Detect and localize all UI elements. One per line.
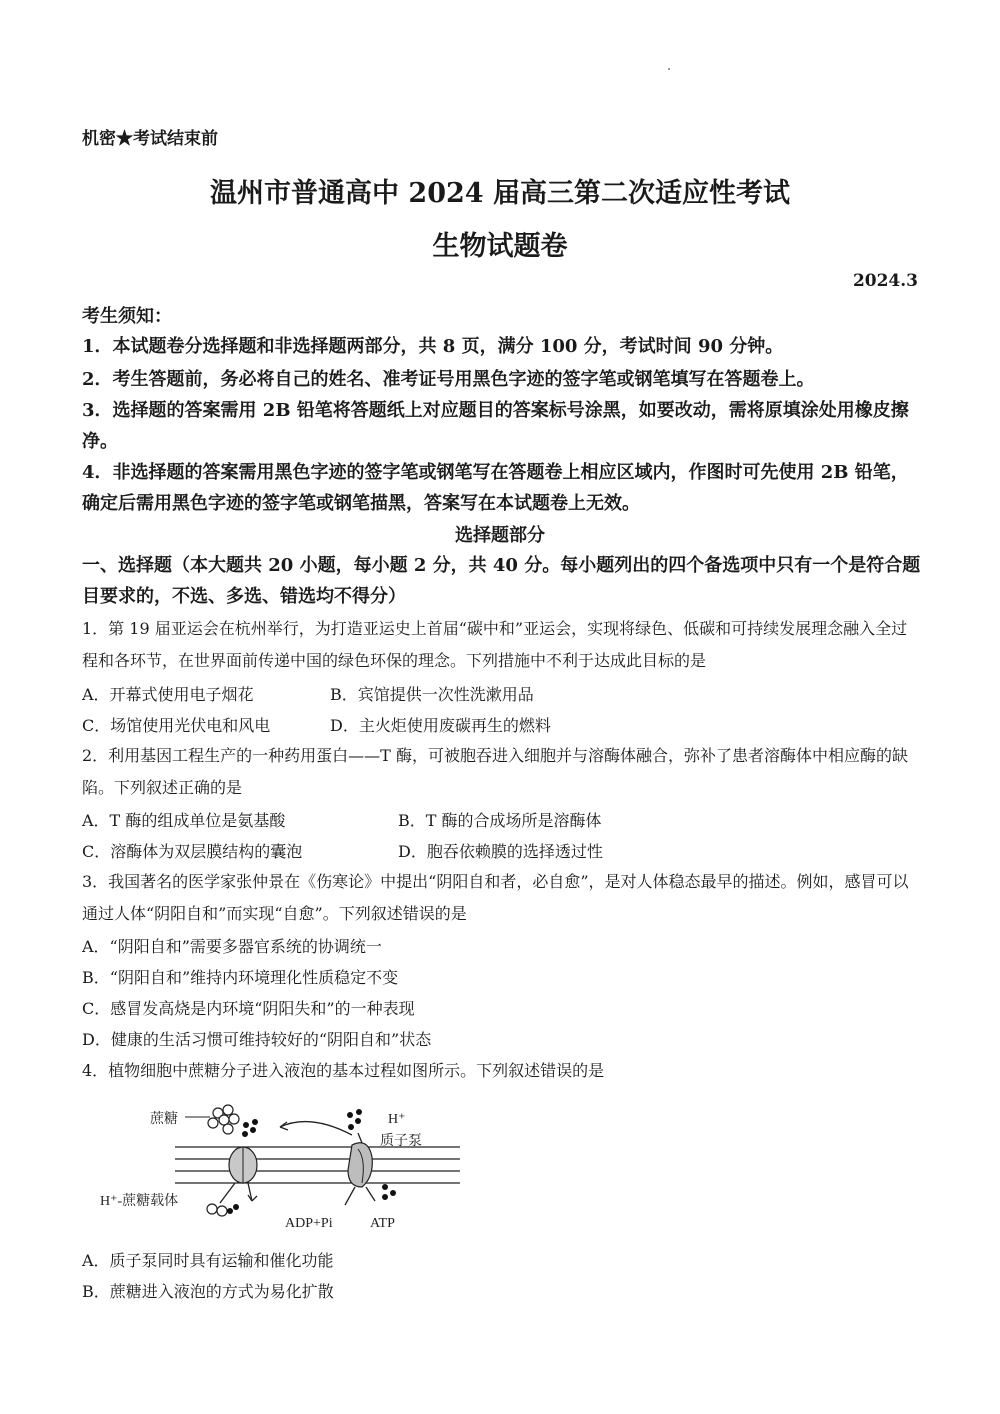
question-stem-1: 1．第 19 届亚运会在杭州举行，为打造亚运史上首届“碳中和”亚运会，实现将绿色、低碳和可持续发展理念融入全过程和各环节，在世界面前传递中国的绿色环保的理念。下列措施中不利于达成此目标的是 [82,619,908,670]
membrane [175,1147,460,1183]
exam-date: 2024.3 [852,271,918,291]
exam-subtitle: 生物试题卷 [432,231,568,262]
option-2d: D．胞吞依赖膜的选择透过性 [398,842,603,861]
label-proton: H⁺ [388,1112,406,1127]
note-item: 2．考生答题前，务必将自己的姓名、准考证号用黑色字迹的签字笔或钢笔填写在答题卷上。 [82,369,815,390]
label-carrier: H⁺-蔗糖载体 [100,1194,179,1209]
sucrose-transport-diagram [100,1095,460,1235]
scan-speck [668,68,670,70]
option-2b: B．T 酶的合成场所是溶酶体 [398,811,602,830]
option-3a: A．“阴阳自和”需要多器官系统的协调统一 [82,937,382,956]
section-title: 选择题部分 [455,525,545,546]
option-1c: C．场馆使用光伏电和风电 [82,716,271,735]
option-3d: D．健康的生活习惯可维持较好的“阴阳自和”状态 [82,1030,432,1049]
note-item: 3．选择题的答案需用 2B 铅笔将答题纸上对应题目的答案标号涂黑，如要改动，需将原填涂处用橡皮擦净。 [82,400,909,452]
option-4b: B．蔗糖进入液泡的方式为易化扩散 [82,1282,334,1301]
label-pump: 质子泵 [380,1134,422,1149]
note-item: 1．本试题卷分选择题和非选择题两部分，共 8 页，满分 100 分，考试时间 90 分钟。 [82,336,784,357]
confidential-label: 机密★考试结束前 [82,129,218,149]
carrier-protein [229,1147,257,1183]
option-3c: C．感冒发高烧是内环境“阴阳失和”的一种表现 [82,999,415,1018]
notes-heading: 考生须知： [82,306,172,327]
label-atp: ATP [370,1216,395,1231]
question-stem-4: 4．植物细胞中蔗糖分子进入液泡的基本过程如图所示。下列叙述错误的是 [82,1061,605,1080]
option-1b: B．宾馆提供一次性洗漱用品 [330,685,534,704]
proton-pump [348,1143,372,1187]
question-stem-3: 3．我国著名的医学家张仲景在《伤寒论》中提出“阴阳自和者，必自愈”，是对人体稳态最早的描述。例如，感冒可以通过人体“阴阳自和”而实现“自愈”。下列叙述错误的是 [82,872,909,923]
option-1d: D．主火炬使用废碳再生的燃料 [330,716,551,735]
part-heading: 一、选择题（本大题共 20 小题，每小题 2 分，共 40 分。每小题列出的四个备选项中只有一个是符合题目要求的，不选、多选、错选均不得分） [82,555,921,607]
option-2c: C．溶酶体为双层膜结构的囊泡 [82,842,303,861]
exam-title: 温州市普通高中 2024 届高三第二次适应性考试 [210,178,790,209]
label-sucrose: 蔗糖 [150,1112,178,1127]
option-4a: A．质子泵同时具有运输和催化功能 [82,1251,334,1270]
question-stem-2: 2．利用基因工程生产的一种药用蛋白——T 酶，可被胞吞进入细胞并与溶酶体融合，弥补了患者溶酶体中相应酶的缺陷。下列叙述正确的是 [82,746,908,797]
option-3b: B．“阴阳自和”维持内环境理化性质稳定不变 [82,968,399,987]
note-item: 4．非选择题的答案需用黑色字迹的签字笔或钢笔写在答题卷上相应区域内，作图时可先使用 2B 铅笔，确定后需用黑色字迹的签字笔或钢笔描黑，答案写在本试题卷上无效。 [82,462,909,514]
label-adp: ADP+Pi [285,1216,333,1231]
option-2a: A．T 酶的组成单位是氨基酸 [82,811,286,830]
option-1a: A．开幕式使用电子烟花 [82,685,254,704]
